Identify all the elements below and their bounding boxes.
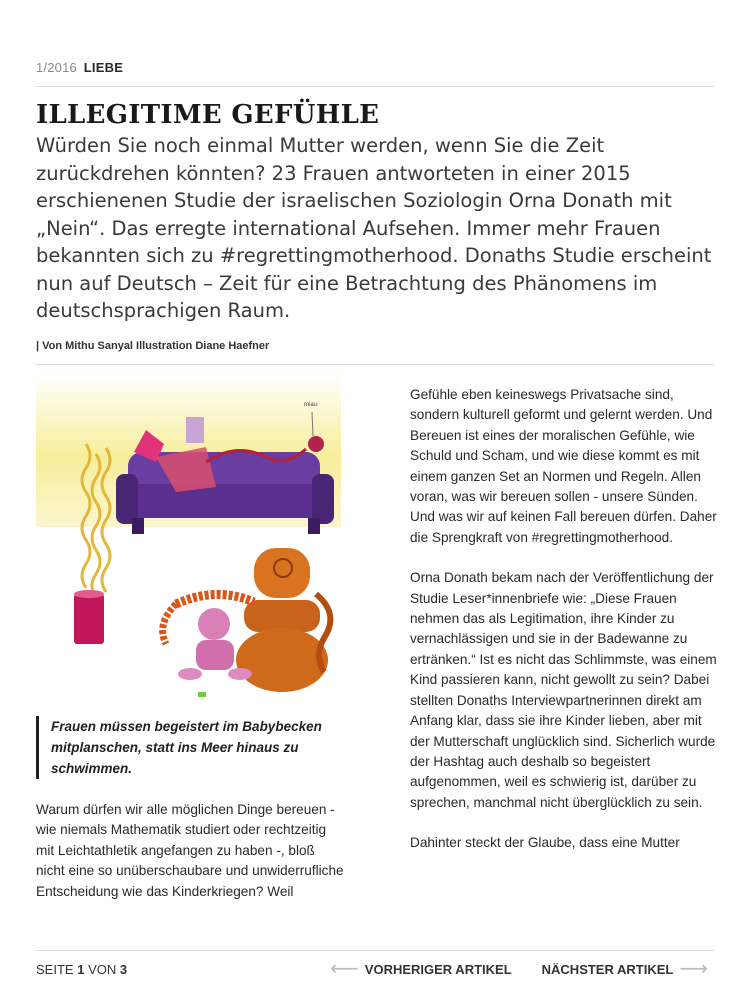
left-column xyxy=(36,800,346,902)
issue-number: 1/2016 xyxy=(36,60,77,75)
article-lead: Würden Sie noch einmal Mutter werden, wenn Sie die Zeit zurückdrehen könnten? 23 Frauen antworteten in einer 2015 erschienenen Studie der israelischen Soziologin Orna Donath mit „Nein“. Das erregte international Aufsehen. Immer mehr Frauen bekannten sich zu #regrettingmotherhood. Donaths Studie erscheint nun auf Deutsch – Zeit für eine Betrachtung des Phänomens im deutschsprachigen Raum. xyxy=(36,134,712,322)
section-category[interactable]: LIEBE xyxy=(83,60,124,75)
pull-quote: Frauen müssen begeistert im Babybecken mitplanschen, statt ins Meer hinaus zu schwimmen. xyxy=(36,716,351,779)
arrow-right-icon[interactable]: ⟶ xyxy=(679,958,708,980)
page-prefix: SEITE xyxy=(36,962,74,977)
article-illustration xyxy=(36,372,348,704)
article-navigation xyxy=(324,958,714,980)
top-divider xyxy=(36,86,714,87)
next-article-button[interactable]: NÄCHSTER ARTIKEL xyxy=(541,962,674,977)
section-line xyxy=(36,60,123,75)
previous-article-button[interactable]: VORHERIGER ARTIKEL xyxy=(364,962,512,977)
small-cat xyxy=(308,436,324,452)
right-paragraph-3: Dahinter steckt der Glaube, dass eine Mutter xyxy=(410,835,680,851)
picture-frame xyxy=(186,417,204,443)
page-indicator xyxy=(36,962,127,977)
footer-divider xyxy=(36,950,714,951)
byline-divider xyxy=(36,364,714,365)
page-current: 1 xyxy=(77,962,85,977)
article-title: ILLEGITIME GEFÜHLE xyxy=(36,100,380,130)
orange-robot xyxy=(236,548,330,692)
right-column xyxy=(410,385,720,874)
coiled-tube xyxy=(176,594,254,604)
right-paragraph-1: Gefühle eben keineswegs Privatsache sind, sondern kulturell geformt und gelernt werden. Und Bereuen ist eines der moralischen Gefühle, wie Schuld und Scham, und wie diese kommt es mit einem ganzen Set an Normen und Regeln. Allen voran, was wir bereuen sollen - unsere Sünden. Und was wir auf keinen Fall bereuen dürfen. Daher die Sprengkraft von #regrettingmotherhood. xyxy=(410,387,717,545)
vase xyxy=(74,594,104,644)
page-of: VON xyxy=(88,962,117,977)
arrow-left-icon[interactable]: ⟵ xyxy=(330,958,359,980)
miau-label: miau xyxy=(304,402,318,408)
left-paragraph: Warum dürfen wir alle möglichen Dinge bereuen - wie niemals Mathematik studiert oder rechtzeitig mit Leichtathletik angefangen zu haben -, bloß nicht eine so unüberschaubare und unwiderrufliche Entscheidung wie das Kinderkriegen? Weil xyxy=(36,802,344,899)
right-paragraph-2: Orna Donath bekam nach der Veröffentlichung der Studie Leser*innenbriefe wie: „Diese Frauen nehmen das als Legitimation, ihre Kinder zu vernachlässigen und sie in der Badewanne zu ertränken.“ Ist es nicht das Schlimmste, was einem Kind passieren kann, nicht gewollt zu sein? Dabei stellten Donaths Interviewpartnerinnen direkt am Anfang klar, dass sie ihre Kinder lieben, aber mit der Mutterschaft unglücklich sind. Sicherlich wurde der Hashtag auch deshalb so begeistert aufgenommen, weil es schwierig ist, darüber zu sprechen, manchmal nicht überglücklich zu sein. xyxy=(410,570,717,810)
page-total: 3 xyxy=(119,962,128,977)
byline: | Von Mithu Sanyal Illustration Diane Haefner xyxy=(36,340,270,352)
